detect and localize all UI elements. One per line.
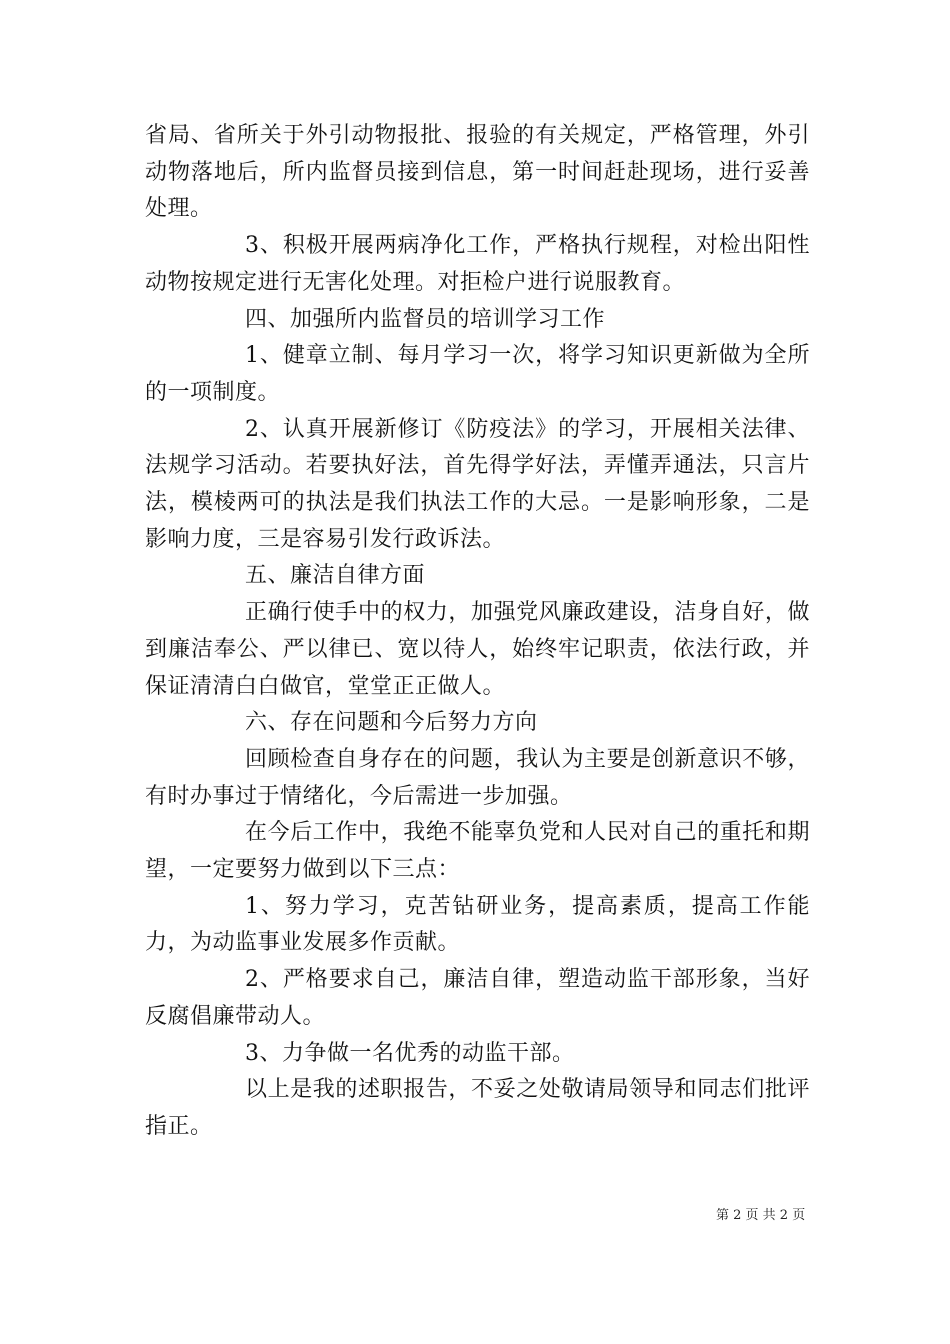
paragraph-13: 3、力争做一名优秀的动监干部。 [245, 1040, 575, 1066]
section-heading-5: 五、廉洁自律方面 [245, 563, 426, 589]
paragraph-2: 3、积极开展两病净化工作，严格执行规程，对检出阳性动物按规定进行无害化处理。对拒检户进行说服教育。 [145, 233, 810, 295]
document-body [145, 118, 810, 1146]
section-heading-4: 四、加强所内监督员的培训学习工作 [245, 306, 606, 332]
paragraph-11: 1、努力学习，克苦钻研业务，提高素质，提高工作能力，为动监事业发展多作贡献。 [145, 893, 810, 956]
paragraph-4: 1、健章立制、每月学习一次，将学习知识更新做为全所的一项制度。 [145, 343, 810, 405]
paragraph-14: 以上是我的述职报告，不妥之处敬请局领导和同志们批评指正。 [145, 1077, 810, 1139]
page-number: 第 2 页 共 2 页 [716, 1208, 806, 1223]
paragraph-9: 回顾检查自身存在的问题，我认为主要是创新意识不够，有时办事过于情绪化，今后需进一步加强。 [145, 746, 810, 809]
paragraph-7: 正确行使手中的权力，加强党风廉政建设，洁身自好，做到廉洁奉公、严以律已、宽以待人，始终牢记职责，依法行政，并保证清清白白做官，堂堂正正做人。 [145, 600, 810, 699]
paragraph-10: 在今后工作中，我绝不能辜负党和人民对自己的重托和期望，一定要努力做到以下三点： [145, 820, 810, 883]
paragraph-1: 省局、省所关于外引动物报批、报验的有关规定，严格管理，外引动物落地后，所内监督员接到信息，第一时间赶赴现场，进行妥善处理。 [145, 123, 810, 222]
paragraph-5: 2、认真开展新修订《防疫法》的学习，开展相关法律、法规学习活动。若要执好法，首先得学好法，弄懂弄通法，只言片法，模棱两可的执法是我们执法工作的大忌。一是影响形象，二是影响力度，三是容易引发行政诉法。 [145, 416, 810, 552]
paragraph-12: 2、严格要求自己，廉洁自律，塑造动监干部形象，当好反腐倡廉带动人。 [145, 967, 810, 1029]
section-heading-6: 六、存在问题和今后努力方向 [245, 710, 538, 736]
